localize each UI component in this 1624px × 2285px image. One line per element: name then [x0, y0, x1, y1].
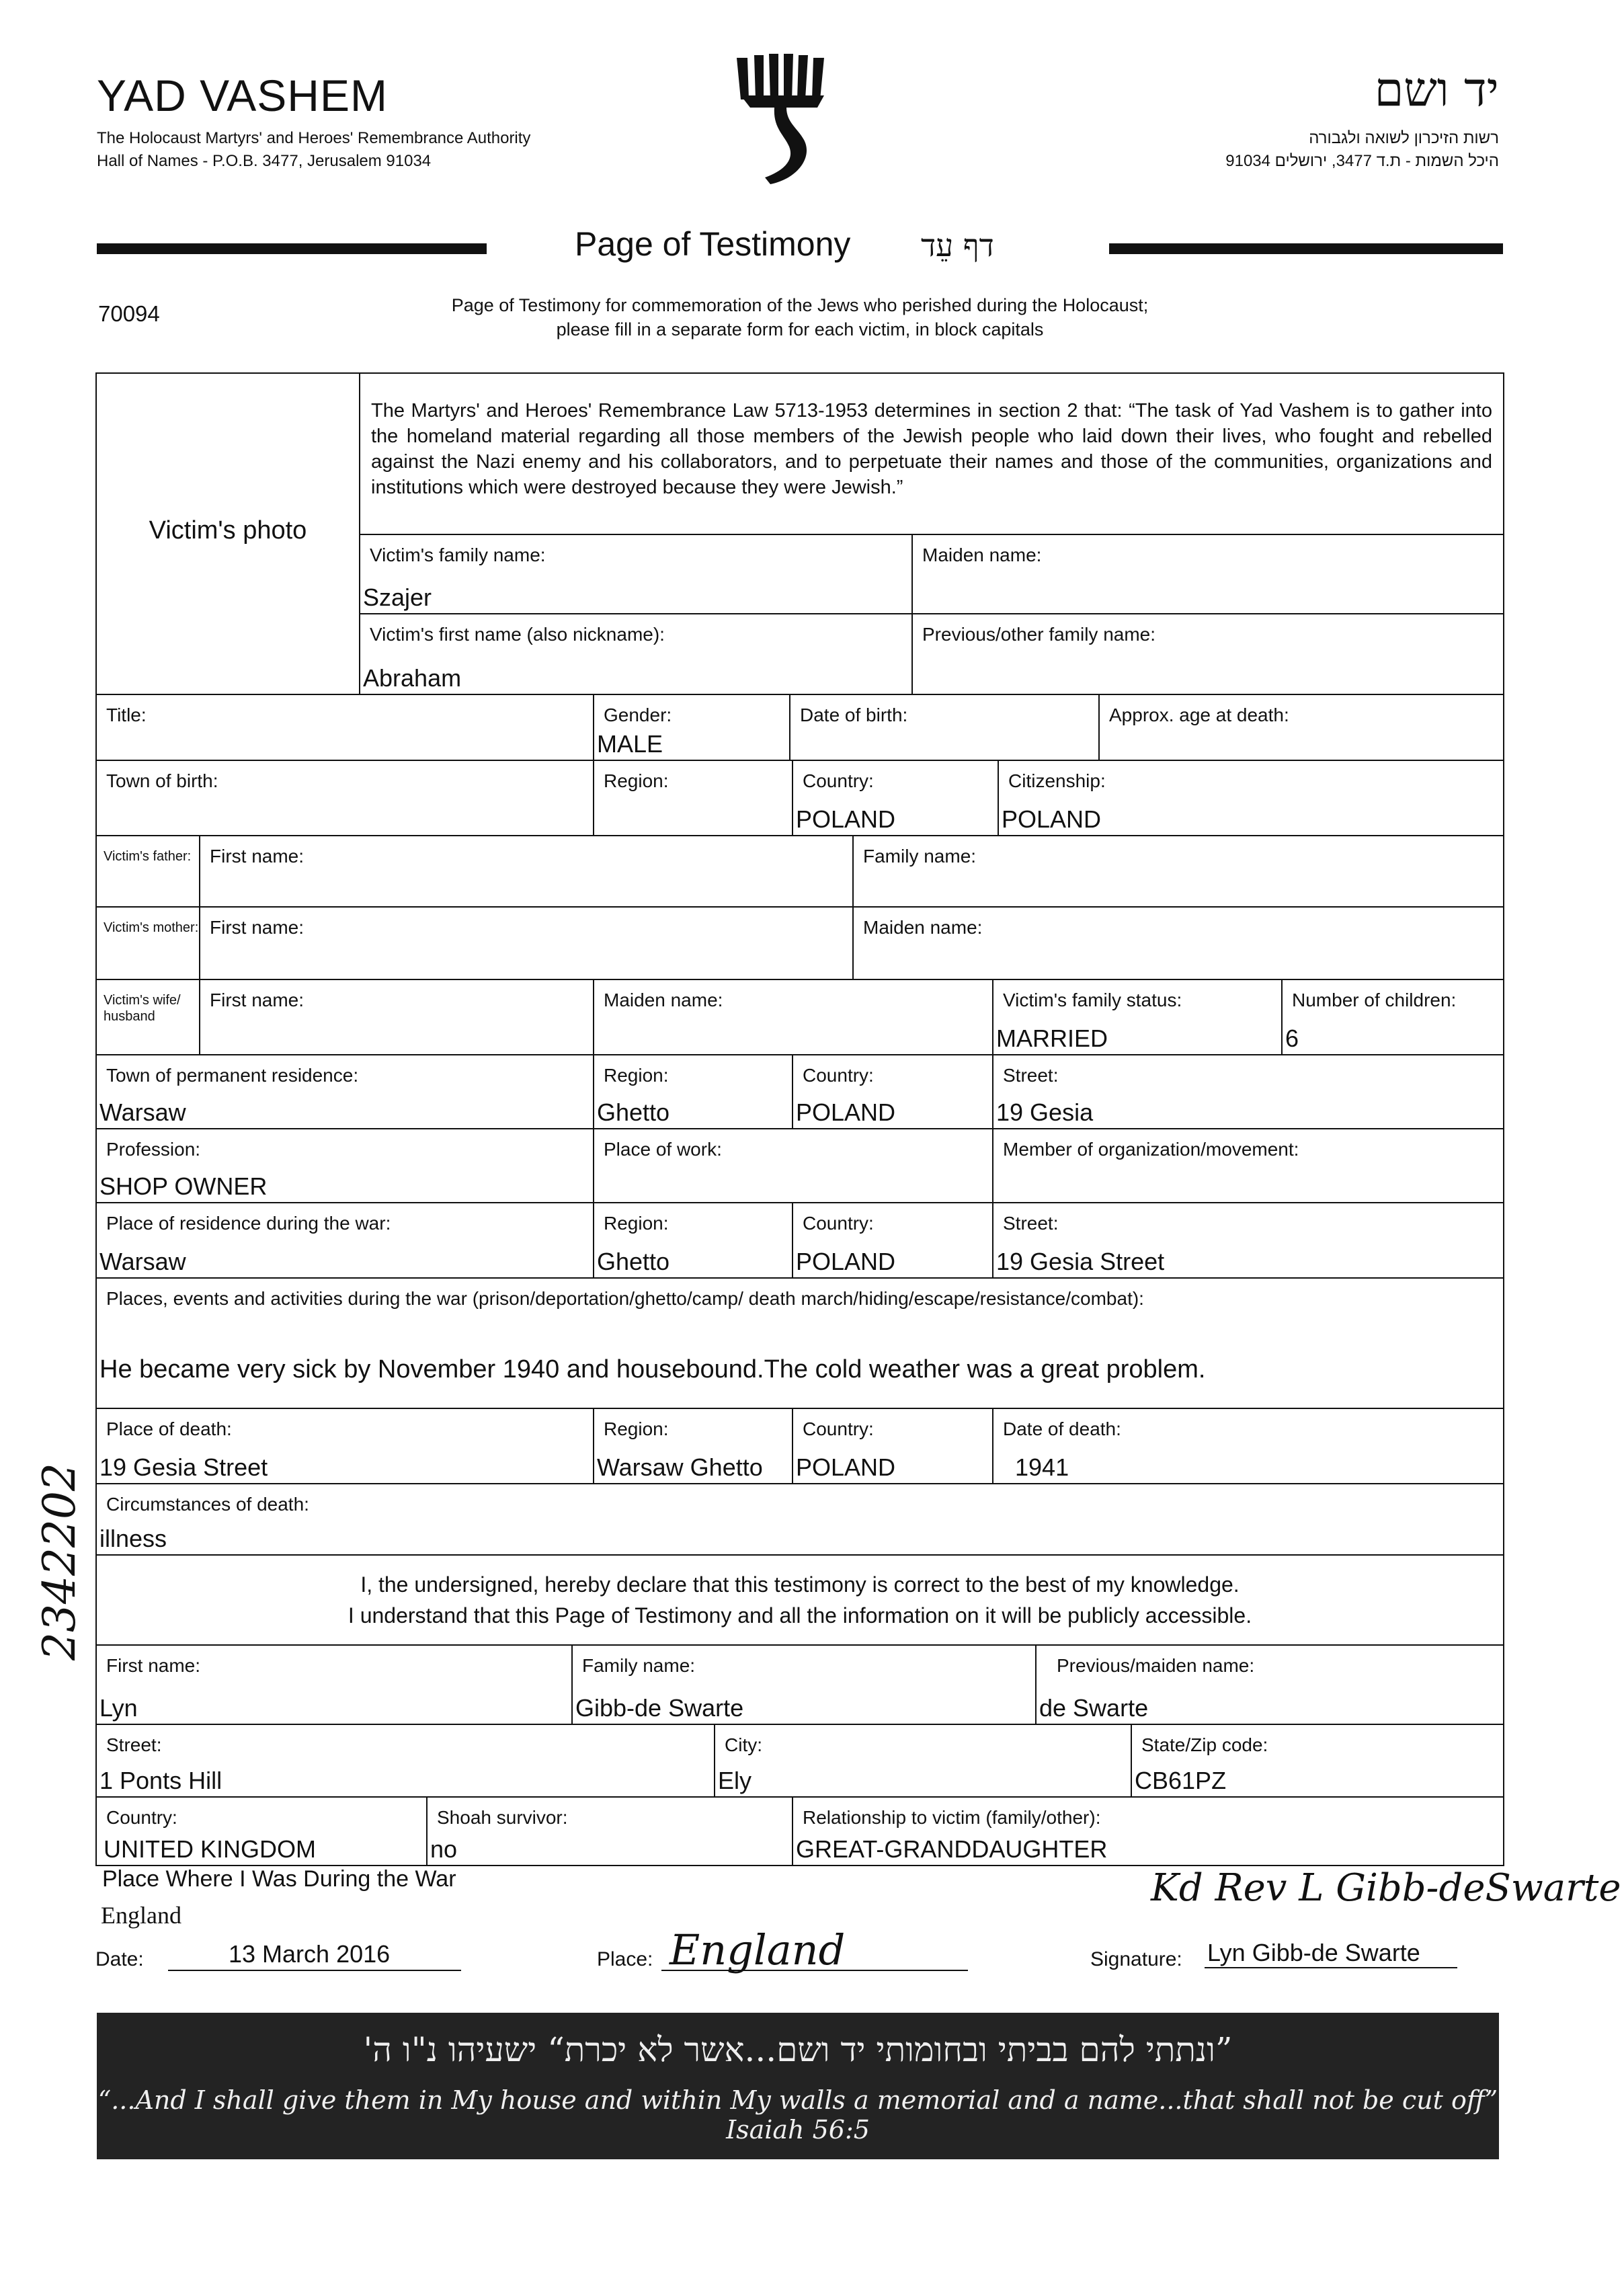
value: MALE	[597, 730, 663, 758]
label: Town of permanent residence:	[106, 1065, 359, 1086]
photo-label: Victim's photo	[149, 516, 307, 545]
hebrew-org-name: יד ושם	[1374, 62, 1499, 117]
value: Szajer	[363, 584, 432, 611]
label: Approx. age at death:	[1109, 705, 1289, 725]
war-residence-field[interactable]	[95, 1202, 594, 1279]
mother-first-name-field[interactable]	[199, 906, 854, 980]
label: Country:	[106, 1807, 177, 1828]
margin-handwritten-number: 2342202	[34, 1463, 85, 1660]
value: illness	[99, 1525, 167, 1552]
value: 19 Gesia Street	[996, 1248, 1165, 1275]
label: Region:	[604, 1065, 669, 1086]
label: Place of death:	[106, 1418, 232, 1439]
label: Street:	[1003, 1213, 1059, 1234]
title-field[interactable]	[95, 694, 594, 761]
value: POLAND	[796, 1098, 896, 1126]
submitter-family-name-field[interactable]	[571, 1644, 1037, 1725]
value: Ely	[718, 1767, 752, 1794]
spouse-tag	[95, 979, 200, 1055]
relationship-field[interactable]	[792, 1796, 1504, 1866]
victim-family-name-field[interactable]	[359, 534, 913, 614]
form-id: 70094	[98, 301, 160, 326]
value: POLAND	[1002, 805, 1102, 833]
org-name: YAD VASHEM	[97, 71, 388, 120]
label: Relationship to victim (family/other):	[803, 1807, 1101, 1828]
label: Street:	[106, 1734, 162, 1755]
declaration-line-1: I, the undersigned, hereby declare that this testimony is correct to the best of my knowledge.	[360, 1572, 1240, 1597]
label: Citizenship:	[1008, 770, 1106, 791]
date-underline	[168, 1970, 461, 1971]
gender-field[interactable]	[593, 694, 790, 761]
value: 6	[1285, 1025, 1299, 1052]
label: Country:	[803, 1418, 874, 1439]
label: Street:	[1003, 1065, 1059, 1086]
father-family-name-field[interactable]	[852, 835, 1504, 908]
value: UNITED KINGDOM	[104, 1835, 317, 1863]
father-first-name-field[interactable]	[199, 835, 854, 908]
label: Region:	[604, 1418, 669, 1439]
date-of-birth-field[interactable]	[789, 694, 1100, 761]
war-events-field[interactable]	[95, 1277, 1504, 1409]
value: SHOP OWNER	[99, 1172, 268, 1200]
label: Previous/maiden name:	[1057, 1655, 1255, 1676]
submitter-street-field[interactable]	[95, 1724, 715, 1798]
declaration-box	[95, 1554, 1504, 1646]
form-intro	[336, 293, 1264, 342]
label: First name:	[210, 990, 304, 1010]
banner-hebrew-quote: ”ונתתי להם בביתי ובחומותי יד ושם...אשר לא יכרת“ ישעיהו נ"ו ה'	[363, 2030, 1233, 2069]
law-text-box	[359, 372, 1504, 535]
age-at-death-field[interactable]	[1098, 694, 1504, 761]
title-rule-right	[1109, 243, 1503, 254]
previous-family-name-field[interactable]	[911, 613, 1504, 695]
label: Victim's family name:	[370, 545, 546, 565]
death-region-field[interactable]	[593, 1408, 793, 1484]
date-value[interactable]: 13 March 2016	[229, 1940, 391, 1968]
label: Victim's family status:	[1003, 990, 1182, 1010]
war-country-field[interactable]	[792, 1202, 993, 1279]
value: Ghetto	[597, 1098, 670, 1126]
label: Place of residence during the war:	[106, 1213, 391, 1234]
label: Profession:	[106, 1139, 201, 1160]
place-handwritten[interactable]: England	[669, 1925, 846, 1974]
org-subtitle: The Holocaust Martyrs' and Heroes' Remembrance Authority	[97, 129, 531, 147]
shoah-survivor-field[interactable]	[426, 1796, 793, 1866]
declaration-line-2: I understand that this Page of Testimony and all the information on it will be publicly accessible.	[348, 1603, 1252, 1628]
value: no	[430, 1835, 458, 1863]
mother-tag-label: Victim's mother:	[104, 920, 199, 935]
label: Maiden name:	[604, 990, 723, 1010]
form-title: Page of Testimony	[575, 225, 851, 263]
signature-underline	[1205, 1967, 1457, 1968]
submitter-previous-name-field[interactable]	[1035, 1644, 1504, 1725]
value: POLAND	[796, 805, 896, 833]
value: 19 Gesia Street	[99, 1453, 268, 1481]
label: First name:	[210, 917, 304, 938]
label: Circumstances of death:	[106, 1494, 309, 1515]
war-street-field[interactable]	[992, 1202, 1504, 1279]
death-country-field[interactable]	[792, 1408, 993, 1484]
value: Warsaw Ghetto	[597, 1453, 763, 1481]
date-label: Date:	[95, 1948, 144, 1970]
town-of-birth-field[interactable]	[95, 760, 594, 836]
label: First name:	[210, 846, 304, 867]
label: Date of death:	[1003, 1418, 1121, 1439]
value: POLAND	[796, 1248, 896, 1275]
value: Lyn	[99, 1694, 138, 1722]
signature-value[interactable]: Lyn Gibb-de Swarte	[1207, 1939, 1420, 1966]
family-status-field[interactable]	[992, 979, 1283, 1055]
war-place-label: Place Where I Was During the War	[102, 1866, 456, 1892]
residence-town-field[interactable]	[95, 1054, 594, 1129]
banner-english-quote: “...And I shall give them in My house and within My walls a memorial and a name...that shall not be cut off” Isaiah 56:5	[97, 2085, 1498, 2144]
spouse-first-name-field[interactable]	[199, 979, 594, 1055]
value: Warsaw	[99, 1098, 186, 1126]
signature-label: Signature:	[1090, 1948, 1182, 1970]
value: Warsaw	[99, 1248, 186, 1275]
label: Country:	[803, 770, 874, 791]
intro-line-2: please fill in a separate form for each victim, in block capitals	[556, 319, 1044, 339]
war-place-value: England	[101, 1902, 181, 1929]
submitter-zip-field[interactable]	[1131, 1724, 1504, 1798]
label: Region:	[604, 1213, 669, 1234]
hebrew-org-subtitle: רשות הזיכרון לשואה ולגבורה	[1309, 129, 1499, 147]
place-label: Place:	[597, 1948, 653, 1970]
title-rule-left	[97, 243, 487, 254]
value: Gibb-de Swarte	[575, 1694, 744, 1722]
victim-photo-box[interactable]	[95, 372, 360, 695]
value: 1 Ponts Hill	[99, 1767, 222, 1794]
label: Places, events and activities during the war (prison/deportation/ghetto/camp/ death march/hiding/escape/resistance/combat):	[106, 1288, 1144, 1309]
value: de Swarte	[1039, 1694, 1149, 1722]
citizenship-field[interactable]	[998, 760, 1504, 836]
label: Maiden name:	[922, 545, 1042, 565]
form-title-hebrew: דף עֵד	[921, 227, 994, 264]
value: GREAT-GRANDDAUGHTER	[796, 1835, 1108, 1863]
label: First name:	[106, 1655, 201, 1676]
profession-field[interactable]	[95, 1128, 594, 1203]
father-tag	[95, 835, 200, 908]
mother-tag	[95, 906, 200, 980]
label: Country:	[803, 1065, 874, 1086]
place-of-work-field[interactable]	[593, 1128, 993, 1203]
label: City:	[725, 1734, 762, 1755]
submitter-first-name-field[interactable]	[95, 1644, 573, 1725]
intro-line-1: Page of Testimony for commemoration of the Jews who perished during the Holocaust;	[451, 295, 1149, 315]
organization-field[interactable]	[992, 1128, 1504, 1203]
victim-first-name-field[interactable]	[359, 613, 913, 695]
father-tag-label: Victim's father:	[104, 849, 192, 864]
value: Abraham	[363, 664, 462, 692]
maiden-name-field[interactable]	[911, 534, 1504, 614]
birth-region-field[interactable]	[593, 760, 793, 836]
label: Title:	[106, 705, 147, 725]
number-of-children-field[interactable]	[1281, 979, 1504, 1055]
label: Date of birth:	[800, 705, 908, 725]
value: He became very sick by November 1940 and housebound.The cold weather was a great problem.	[99, 1355, 1206, 1384]
label: Maiden name:	[863, 917, 983, 938]
law-text: The Martyrs' and Heroes' Remembrance Law 5713-1953 determines in section 2 that: “The task of Yad Vashem is to gather into the homeland material regarding all those members of the Jewish people who laid down their lives, who fought and rebelled against the Nazi enemy and his collaborators, and to perpetuate their names and those of the communities, organizations and institutions which were destroyed because they were Jewish.”	[371, 400, 1492, 498]
submitter-city-field[interactable]	[714, 1724, 1132, 1798]
declaration-text	[97, 1569, 1503, 1631]
org-address: Hall of Names - P.O.B. 3477, Jerusalem 91034	[97, 152, 432, 170]
value: CB61PZ	[1135, 1767, 1227, 1794]
label: Country:	[803, 1213, 874, 1234]
circumstances-of-death-field[interactable]	[95, 1483, 1504, 1556]
spouse-maiden-name-field[interactable]	[593, 979, 993, 1055]
date-of-death-field[interactable]	[992, 1408, 1504, 1484]
residence-street-field[interactable]	[992, 1054, 1504, 1129]
value: 19 Gesia	[996, 1098, 1094, 1126]
quote-banner	[97, 2013, 1499, 2159]
mother-maiden-name-field[interactable]	[852, 906, 1504, 980]
value: 1941	[1015, 1453, 1069, 1481]
label: Family name:	[863, 846, 977, 867]
residence-region-field[interactable]	[593, 1054, 793, 1129]
label: Town of birth:	[106, 770, 218, 791]
place-underline	[661, 1970, 968, 1971]
label: Victim's first name (also nickname):	[370, 624, 665, 645]
signature-handwritten: Kd Rev L Gibb-deSwarte	[1151, 1866, 1621, 1910]
label: Previous/other family name:	[922, 624, 1156, 645]
value: Ghetto	[597, 1248, 670, 1275]
label: Gender:	[604, 705, 672, 725]
war-region-field[interactable]	[593, 1202, 793, 1279]
spouse-tag-label: Victim's wife/ husband	[104, 993, 181, 1024]
menorah-logo-icon	[733, 52, 834, 187]
value: MARRIED	[996, 1025, 1108, 1052]
label: Member of organization/movement:	[1003, 1139, 1299, 1160]
label: Shoah survivor:	[437, 1807, 568, 1828]
label: Place of work:	[604, 1139, 722, 1160]
hebrew-org-address: היכל השמות - ת.ד 3477, ירושלים 91034	[1225, 152, 1499, 170]
residence-country-field[interactable]	[792, 1054, 993, 1129]
label: Number of children:	[1292, 990, 1457, 1010]
birth-country-field[interactable]	[792, 760, 999, 836]
value: POLAND	[796, 1453, 896, 1481]
label: State/Zip code:	[1141, 1734, 1268, 1755]
label: Family name:	[582, 1655, 696, 1676]
place-of-death-field[interactable]	[95, 1408, 594, 1484]
label: Region:	[604, 770, 669, 791]
submitter-country-field[interactable]	[95, 1796, 428, 1866]
